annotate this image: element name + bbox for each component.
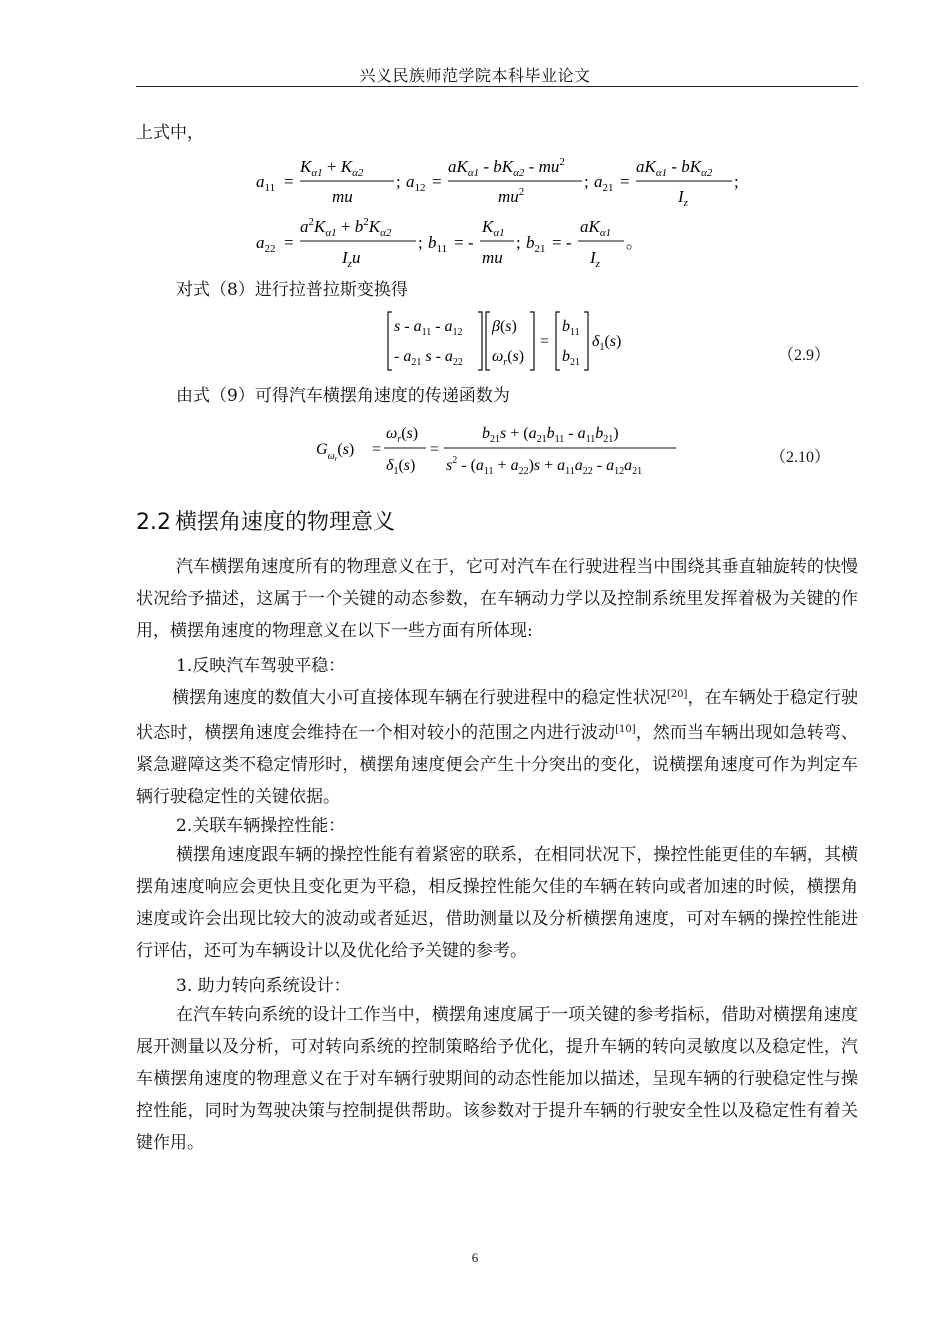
svg-text:mu: mu [482, 248, 503, 267]
svg-text:。: 。 [626, 233, 643, 252]
equation-number-2-9: （2.9） [778, 347, 831, 364]
svg-text:=: = [284, 172, 294, 191]
section-heading [136, 505, 395, 536]
svg-text:b21s + (a21b11 - a11b21): $b_{21}s + (a_{21}b_{11} - a_{11}b_{21})$ [482, 425, 619, 445]
paragraph-2-part-b: ，在车辆处于稳定行驶状态时，横摆角速度会维持在一个相对较小的范围之内进行波动 [136, 688, 859, 743]
svg-text:β(s): β(s) [492, 318, 517, 335]
citation-20: [20] [666, 689, 688, 700]
svg-text:a11: $a_{11}$ [256, 172, 276, 194]
svg-text:=: = [540, 333, 550, 350]
svg-text:;: ; [734, 172, 739, 191]
page-number: 6 [471, 1250, 479, 1265]
svg-text:=: = [620, 172, 630, 191]
list-item-3: 3. 助力转向系统设计： [176, 976, 351, 996]
svg-text:Izu: $I_zu$ [342, 248, 361, 270]
section-number: 2.2 [136, 510, 171, 535]
svg-text:ωr(s): $\omega_r(s)$ [492, 348, 525, 368]
section-title: 横摆角速度的物理意义 [175, 510, 396, 535]
svg-text:mu2: $mu^2$ [498, 186, 525, 206]
svg-text:aKα1: $aK_{\alpha 1}$ [580, 217, 612, 239]
svg-text:Iz: $I_z$ [678, 187, 688, 209]
svg-text:b21: $b_{21}$ [562, 348, 580, 368]
running-header: 兴义民族师范学院本科毕业论文 [359, 66, 591, 85]
coefficient-equations [250, 148, 770, 273]
svg-text:=: = [432, 172, 442, 191]
svg-text:δ1(s): $\delta_1(s)$ [592, 333, 622, 353]
svg-text:;: ; [584, 172, 589, 191]
svg-text:;: ; [516, 233, 521, 252]
svg-text:b11: $b_{11}$ [562, 318, 580, 338]
svg-text:=: = [372, 441, 382, 458]
matrix-equation [384, 308, 624, 374]
svg-text:= -: = - [454, 233, 474, 252]
svg-text:Kα1 + Kα2: $K_{\alpha 1} + K_{\alpha 2}$ [300, 157, 364, 179]
svg-text:- a21 s - a22: - $a_{21}$ s - $a_{22}$ [394, 348, 463, 368]
svg-text:b11: $b_{11}$ [428, 233, 448, 255]
list-item-1: 1.反映汽车驾驶平稳： [176, 656, 346, 676]
header-rule [136, 86, 858, 87]
svg-text:s - a11 - a12: s - $a_{11} - a_{12}$ [394, 318, 463, 338]
paragraph-2-part-c: ，然而当车辆出现如急转弯、紧急避障这类不稳定情形时，横摆角速度便会产生十分突出的变化，说横摆角速度可作为判定车辆行驶稳定性的关键依据。 [136, 723, 859, 807]
svg-text:Gωr(s): $G_\omega r(s)$ [316, 441, 355, 463]
svg-text:=: = [430, 441, 440, 458]
paragraph-1: 汽车横摆角速度所有的物理意义在于，它可对汽车在行驶进程当中围绕其垂直轴旋转的快慢状况给予描述，这属于一个关键的动态参数，在车辆动力学以及控制系统里发挥着极为关键的作用，横摆角速度的物理意义在以下一些方面有所体现: [136, 557, 858, 641]
svg-text:aKα1 - bKα2: $aK_{\alpha 1} - bK_{\alpha 2}$ [636, 157, 713, 179]
intro-text: 上式中， [136, 123, 204, 143]
svg-text:a12: $a_{12}$ [406, 172, 426, 194]
paragraph-2 [136, 679, 858, 813]
svg-text:;: ; [396, 172, 401, 191]
svg-text:Iz: $I_z$ [590, 248, 600, 270]
svg-text:Kα1: $K_{\alpha 1}$ [482, 217, 505, 239]
paragraph-4: 在汽车转向系统的设计工作当中，横摆角速度属于一项关键的参考指标，借助对横摆角速度展开测量以及分析，可对转向系统的控制策略给予优化，提升车辆的转向灵敏度以及稳定性，汽车横摆角速度的物理意义在于对车辆行驶期间的动态性能加以描述，呈现车辆的行驶稳定性与操控性能，同时为驾驶决策与控制提供帮助。该参数对于提升车辆的行驶安全性以及稳定性有着关键作用。 [136, 1005, 858, 1153]
svg-text:s2 - (a11 + a22)s + a11a22 - a: $s^2 - (a_{11} + a_{22})s + a_{11}a_{22} - a_{12}a_{21}$ [446, 455, 643, 477]
equation-number-2-10: （2.10） [770, 449, 831, 466]
svg-text:a21: $a_{21}$ [594, 172, 614, 194]
list-item-2: 2.关联车辆操控性能： [176, 816, 346, 836]
laplace-intro-text: 对式（8）进行拉普拉斯变换得 [176, 280, 408, 300]
svg-text:aKα1 - bKα2 - mu2: $aK_{\alpha 1} - bK_{\alpha 2} - mu^2$ [448, 156, 565, 179]
svg-text:a22: $a_{22}$ [256, 233, 276, 255]
svg-text:;: ; [418, 233, 423, 252]
svg-text:mu: mu [332, 187, 353, 206]
svg-text:b21: $b_{21}$ [526, 233, 546, 255]
svg-text:a2Kα1 + b2Kα2: $a^2K_{\alpha 1} + b^2K_{\alpha 2}$ [300, 216, 392, 239]
svg-text:ωr(s): $\omega_r(s)$ [386, 425, 419, 445]
paragraph-2-part-a: 横摆角速度的数值大小可直接体现车辆在行驶进程中的稳定性状况 [172, 688, 667, 708]
svg-text:= -: = - [552, 233, 572, 252]
paragraph-3: 横摆角速度跟车辆的操控性能有着紧密的联系，在相同状况下，操控性能更佳的车辆，其横摆角速度响应会更快且变化更为平稳，相反操控性能欠佳的车辆在转向或者加速的时候，横摆角速度或许会出现比较大的波动或者延迟，借助测量以及分析横摆角速度，可对车辆的操控性能进行评估，还可为车辆设计以及优化给予关键的参考。 [136, 845, 858, 961]
svg-text:δ1(s): $\delta_1(s)$ [386, 457, 416, 477]
transfer-function-equation [312, 414, 692, 480]
citation-10: [10] [615, 724, 636, 735]
svg-text:=: = [284, 233, 294, 252]
transfer-function-intro-text: 由式（9）可得汽车横摆角速度的传递函数为 [176, 386, 510, 406]
